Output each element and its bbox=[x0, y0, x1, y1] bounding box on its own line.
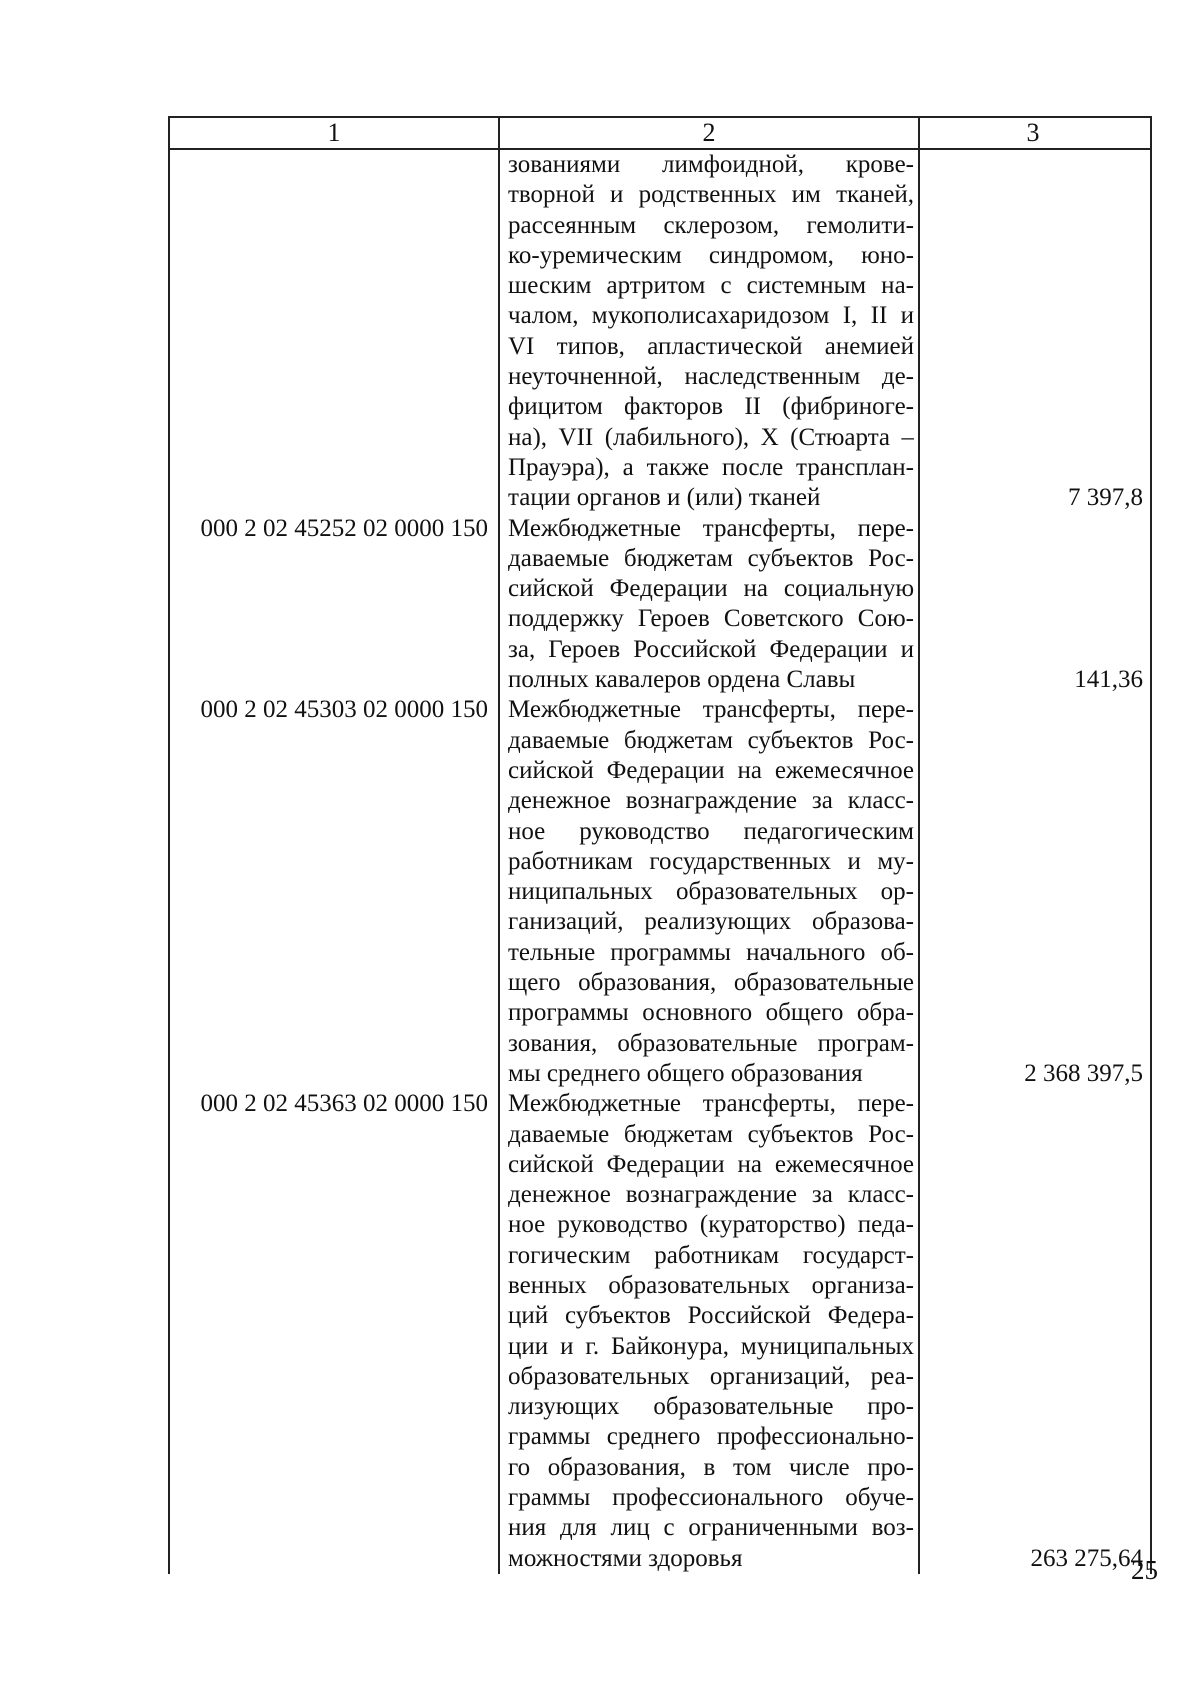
description-line: лизующих образовательные про- bbox=[508, 1393, 914, 1421]
amount-cell bbox=[920, 514, 1146, 696]
table-row bbox=[170, 1089, 1150, 1574]
budget-code-cell bbox=[170, 514, 500, 696]
description-line: ния для лиц с ограниченными воз- bbox=[508, 1514, 914, 1542]
description-line: Межбюджетные трансферты, пере- bbox=[508, 696, 914, 724]
description-cell bbox=[500, 1089, 920, 1574]
amount-value: 263 275,64 bbox=[1030, 1544, 1143, 1572]
description-line: ное руководство (кураторство) педа- bbox=[508, 1211, 914, 1239]
amount-cell bbox=[920, 695, 1146, 1089]
description-line: денежное вознаграждение за класс- bbox=[508, 787, 914, 815]
description-line: сийской Федерации на ежемесячное bbox=[508, 1150, 914, 1178]
description-line: ное руководство педагогическим bbox=[508, 817, 914, 845]
column-header-code: 1 bbox=[170, 118, 500, 148]
description-line: работникам государственных и му- bbox=[508, 847, 914, 875]
budget-code: 000 2 02 45303 02 0000 150 bbox=[200, 696, 488, 724]
budget-code: 000 2 02 45252 02 0000 150 bbox=[200, 514, 488, 542]
description-line: тации органов и (или) тканей bbox=[508, 484, 821, 512]
description-line: шеским артритом с системным на- bbox=[508, 272, 914, 300]
table-body bbox=[170, 150, 1150, 1574]
description-line: гогическим работникам государст- bbox=[508, 1241, 914, 1269]
description-line: сийской Федерации на социальную bbox=[508, 575, 914, 603]
description-line: можностями здоровья bbox=[508, 1544, 743, 1572]
description-line: зования, образовательные програм- bbox=[508, 1029, 914, 1057]
description-line: ниципальных образовательных ор- bbox=[508, 878, 914, 906]
page-number: 25 bbox=[1131, 1555, 1158, 1585]
description-line: Прауэра), а также после трансплан- bbox=[508, 453, 914, 481]
description-line: граммы среднего профессионально- bbox=[508, 1423, 914, 1451]
table-header-row bbox=[170, 118, 1150, 150]
description-line: щего образования, образовательные bbox=[508, 969, 914, 997]
description-line: за, Героев Российской Федерации и bbox=[508, 635, 914, 663]
column-header-amount: 3 bbox=[1026, 118, 1040, 147]
description-line: сийской Федерации на ежемесячное bbox=[508, 756, 914, 784]
description-line: даваемые бюджетам субъектов Рос- bbox=[508, 544, 914, 572]
description-line: го образования, в том числе про- bbox=[508, 1453, 914, 1481]
table-row bbox=[170, 150, 1150, 514]
description-line: денежное вознаграждение за класс- bbox=[508, 1181, 914, 1209]
column-header-description: 2 bbox=[500, 118, 920, 148]
description-line: на), VII (лабильного), X (Стюарта – bbox=[508, 423, 914, 451]
description-line: чалом, мукополисахаридозом I, II и bbox=[508, 302, 914, 330]
description-line: даваемые бюджетам субъектов Рос- bbox=[508, 1120, 914, 1148]
budget-code: 000 2 02 45363 02 0000 150 bbox=[200, 1090, 488, 1118]
description-line: рассеянным склерозом, гемолити- bbox=[508, 211, 914, 239]
budget-code-cell bbox=[170, 1089, 500, 1574]
description-line: ганизаций, реализующих образова- bbox=[508, 908, 914, 936]
description-cell bbox=[500, 150, 920, 514]
description-line: даваемые бюджетам субъектов Рос- bbox=[508, 726, 914, 754]
budget-code-cell bbox=[170, 695, 500, 1089]
amount-cell bbox=[920, 150, 1146, 514]
description-line: тельные программы начального об- bbox=[508, 938, 914, 966]
description-line: полных кавалеров ордена Славы bbox=[508, 666, 856, 694]
description-line: фицитом факторов II (фибриноге- bbox=[508, 393, 914, 421]
budget-code-cell bbox=[170, 150, 500, 514]
description-line: ко-уремическим синдромом, юно- bbox=[508, 241, 914, 269]
description-line: творной и родственных им тканей, bbox=[508, 181, 914, 209]
description-line: поддержку Героев Советского Сою- bbox=[508, 605, 914, 633]
amount-value: 141,36 bbox=[1074, 666, 1143, 694]
description-line: программы основного общего обра- bbox=[508, 999, 914, 1027]
table-row bbox=[170, 514, 1150, 696]
description-line: VI типов, апластической анемией bbox=[508, 332, 914, 360]
description-line: мы среднего общего образования bbox=[508, 1059, 863, 1087]
description-line: ции и г. Байконура, муниципальных bbox=[508, 1332, 914, 1360]
description-line: Межбюджетные трансферты, пере- bbox=[508, 1090, 914, 1118]
description-cell bbox=[500, 514, 920, 696]
table-row bbox=[170, 695, 1150, 1089]
description-line: зованиями лимфоидной, крове- bbox=[508, 151, 914, 178]
description-line: ций субъектов Российской Федера- bbox=[508, 1302, 914, 1330]
amount-value: 2 368 397,5 bbox=[1024, 1059, 1143, 1087]
amount-value: 7 397,8 bbox=[1068, 484, 1143, 512]
description-line: Межбюджетные трансферты, пере- bbox=[508, 514, 914, 542]
description-line: образовательных организаций, реа- bbox=[508, 1362, 914, 1390]
budget-table bbox=[168, 116, 1152, 1574]
description-cell bbox=[500, 695, 920, 1089]
amount-cell bbox=[920, 1089, 1146, 1574]
description-line: неуточненной, наследственным де- bbox=[508, 363, 914, 391]
description-line: граммы профессионального обуче- bbox=[508, 1484, 914, 1512]
description-line: венных образовательных организа- bbox=[508, 1271, 914, 1299]
